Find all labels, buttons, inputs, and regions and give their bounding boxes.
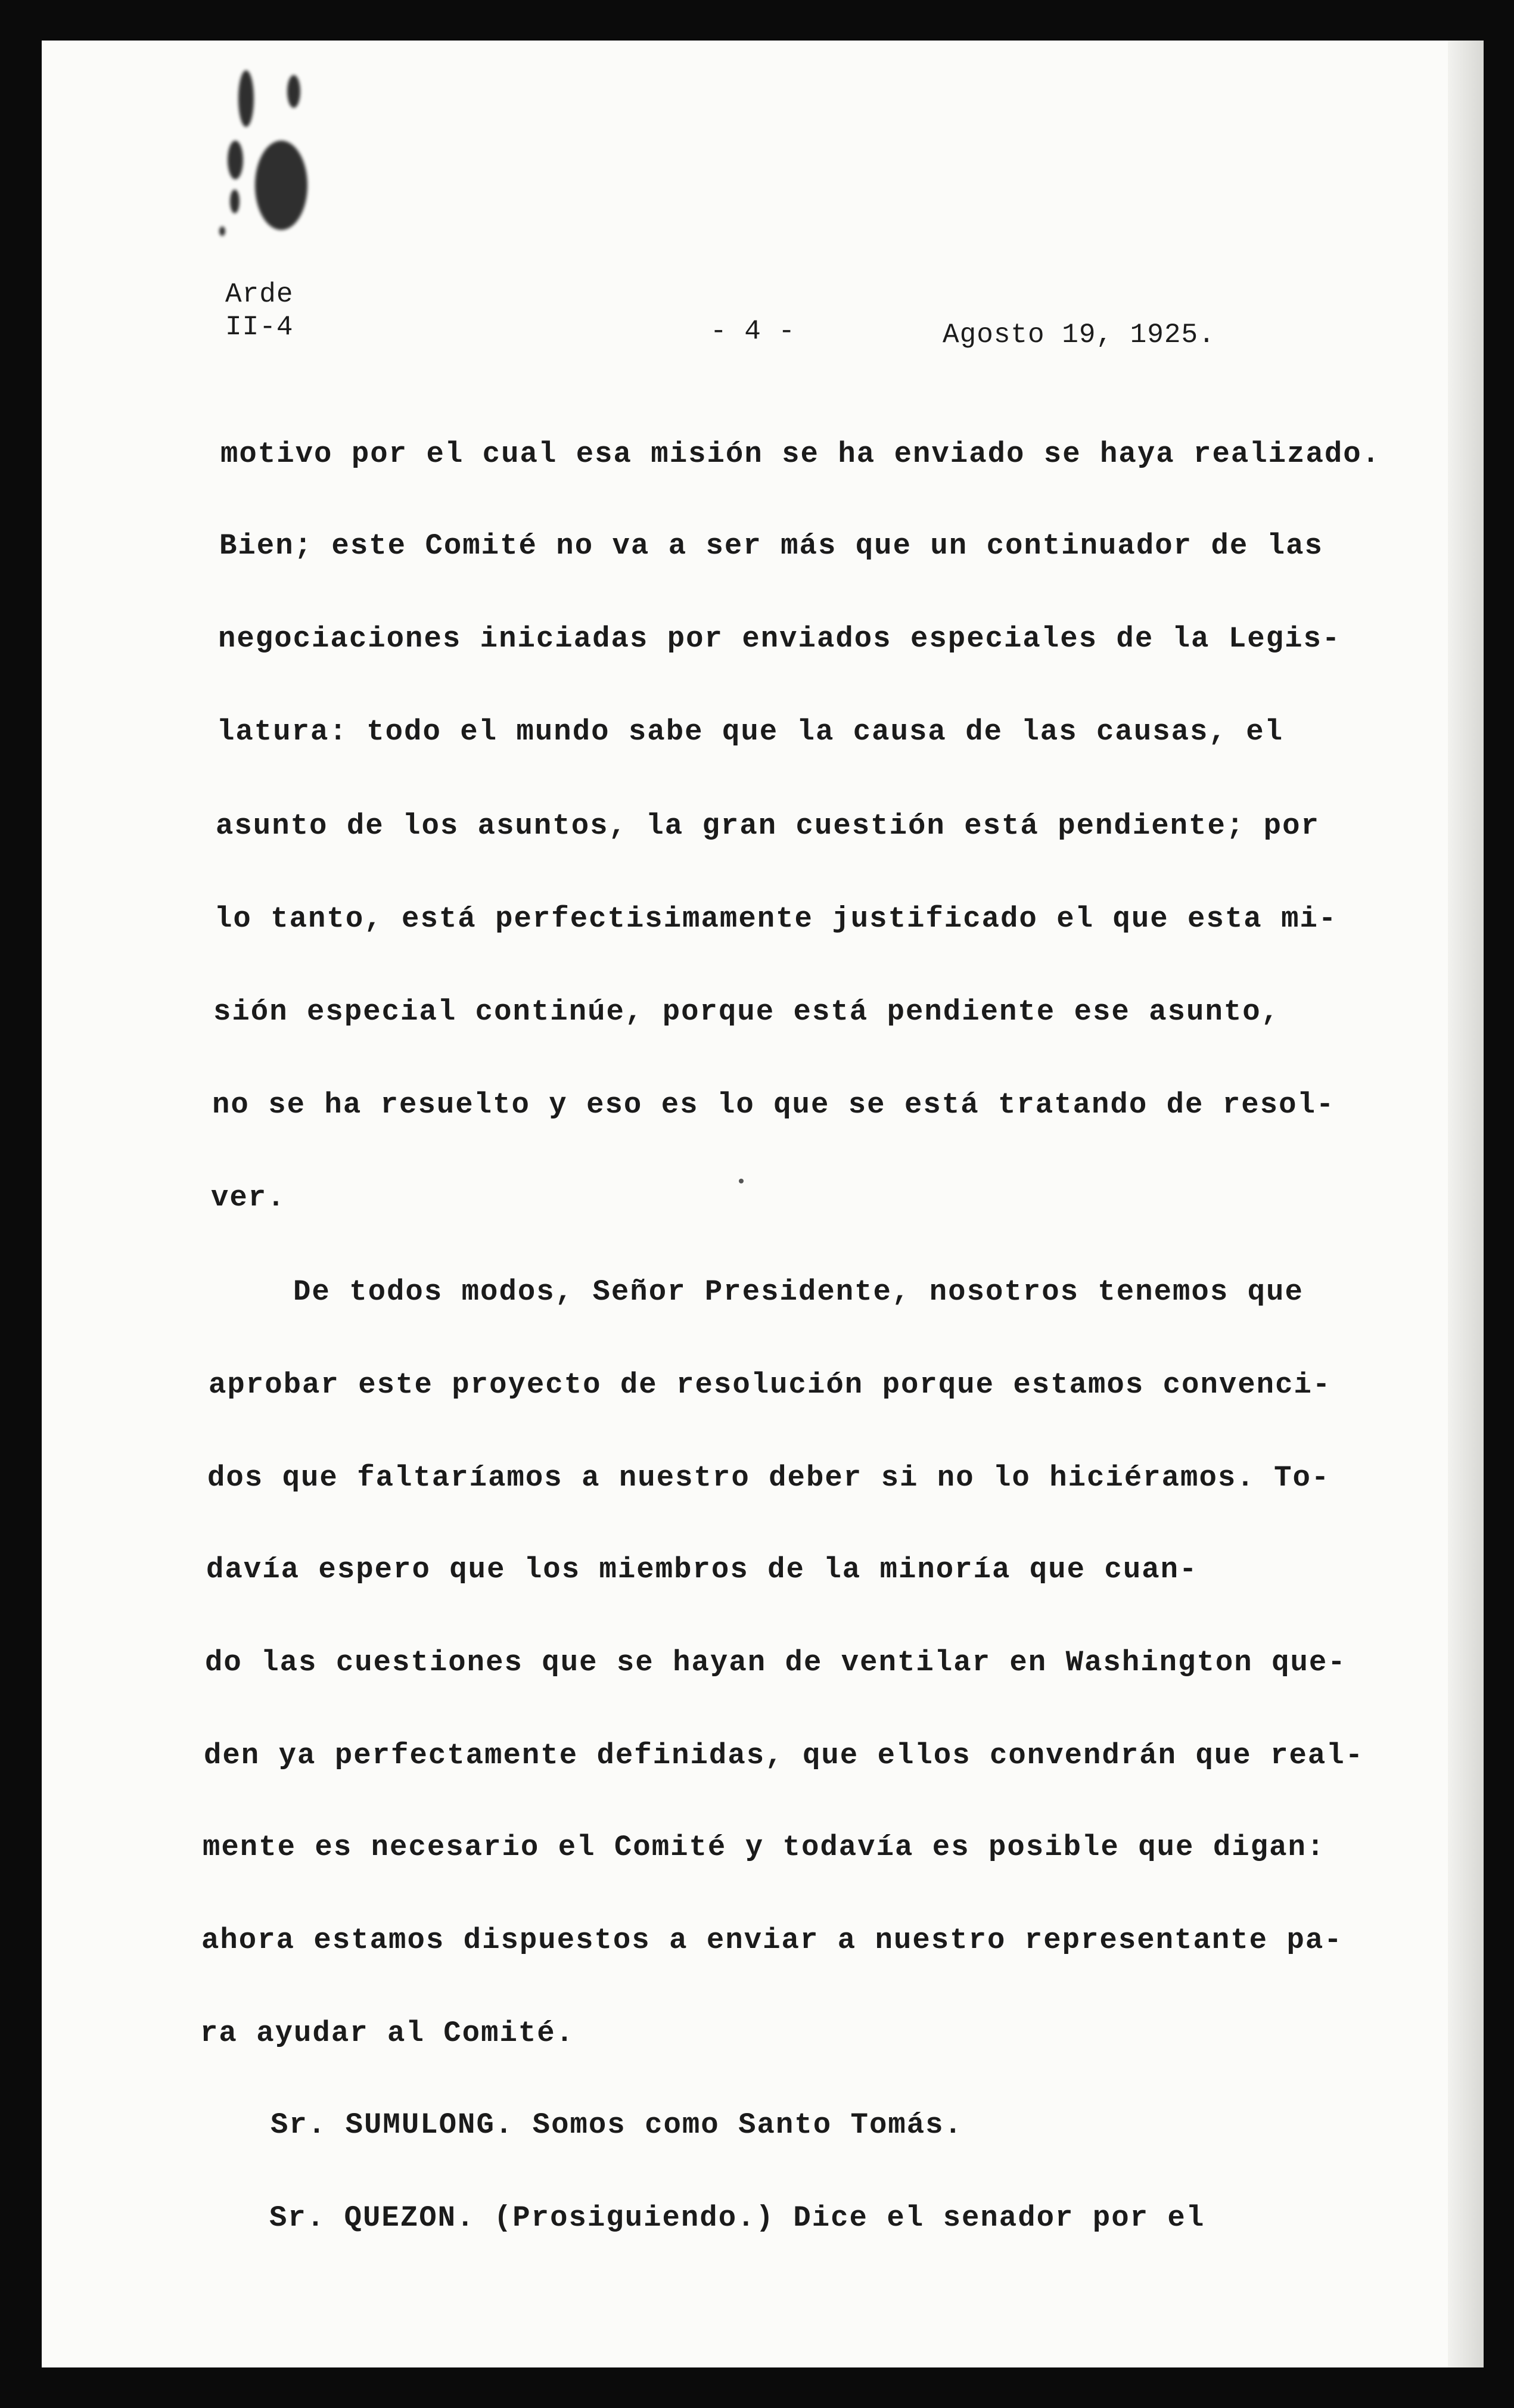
text-line: mente es necesario el Comité y todavía es posible que digan: <box>203 1831 1326 1864</box>
text-line: sión especial continúe, porque está pendiente ese asunto, <box>213 995 1280 1029</box>
text-line: Sr. QUEZON. (Prosiguiendo.) Dice el senador por el <box>269 2201 1205 2235</box>
ink-smudge-mark <box>255 141 307 230</box>
text-line: ra ayudar al Comité. <box>200 2016 575 2050</box>
ink-smudge-mark <box>219 226 225 236</box>
text-line: asunto de los asuntos, la gran cuestión está pendiente; por <box>216 809 1320 843</box>
ink-smudge-mark <box>228 141 243 179</box>
text-line: lo tanto, está perfectisimamente justificado el que esta mi- <box>214 902 1338 936</box>
text-line: ahora estamos dispuestos a enviar a nuestro representante pa- <box>201 1924 1343 1957</box>
ink-smudge-mark <box>287 75 300 108</box>
ink-smudge-mark <box>238 70 254 127</box>
text-line: do las cuestiones que se hayan de ventilar en Washington que- <box>205 1646 1347 1679</box>
text-line: no se ha resuelto y eso es lo que se está tratando de resol- <box>212 1088 1335 1121</box>
text-line: aprobar este proyecto de resolución porque estamos convenci- <box>209 1368 1332 1402</box>
text-line: davía espero que los miembros de la minoría que cuan- <box>206 1553 1198 1586</box>
text-line: motivo por el cual esa misión se ha enviado se haya realizado. <box>220 437 1381 471</box>
header-ref-line2: II-4 <box>225 312 294 343</box>
text-line: Sr. SUMULONG. Somos como Santo Tomás. <box>271 2108 963 2142</box>
document-date: Agosto 19, 1925. <box>943 319 1215 350</box>
text-line: dos que faltaríamos a nuestro deber si no lo hiciéramos. To- <box>207 1461 1330 1494</box>
ink-smudge-mark <box>230 189 240 213</box>
text-line: De todos modos, Señor Presidente, nosotros tenemos que <box>293 1275 1304 1309</box>
text-line: negociaciones iniciadas por enviados especiales de la Legis- <box>218 622 1341 655</box>
page-number: - 4 - <box>710 316 796 347</box>
document-page <box>42 41 1484 2367</box>
page-edge-shadow <box>1448 41 1484 2367</box>
speck-mark <box>739 1179 744 1183</box>
text-line: Bien; este Comité no va a ser más que un continuador de las <box>219 529 1323 563</box>
text-line: ver. <box>211 1181 286 1214</box>
text-line: den ya perfectamente definidas, que ellos convendrán que real- <box>204 1739 1364 1772</box>
header-ref-line1: Arde <box>225 279 294 310</box>
text-line: latura: todo el mundo sabe que la causa de las causas, el <box>217 715 1284 748</box>
